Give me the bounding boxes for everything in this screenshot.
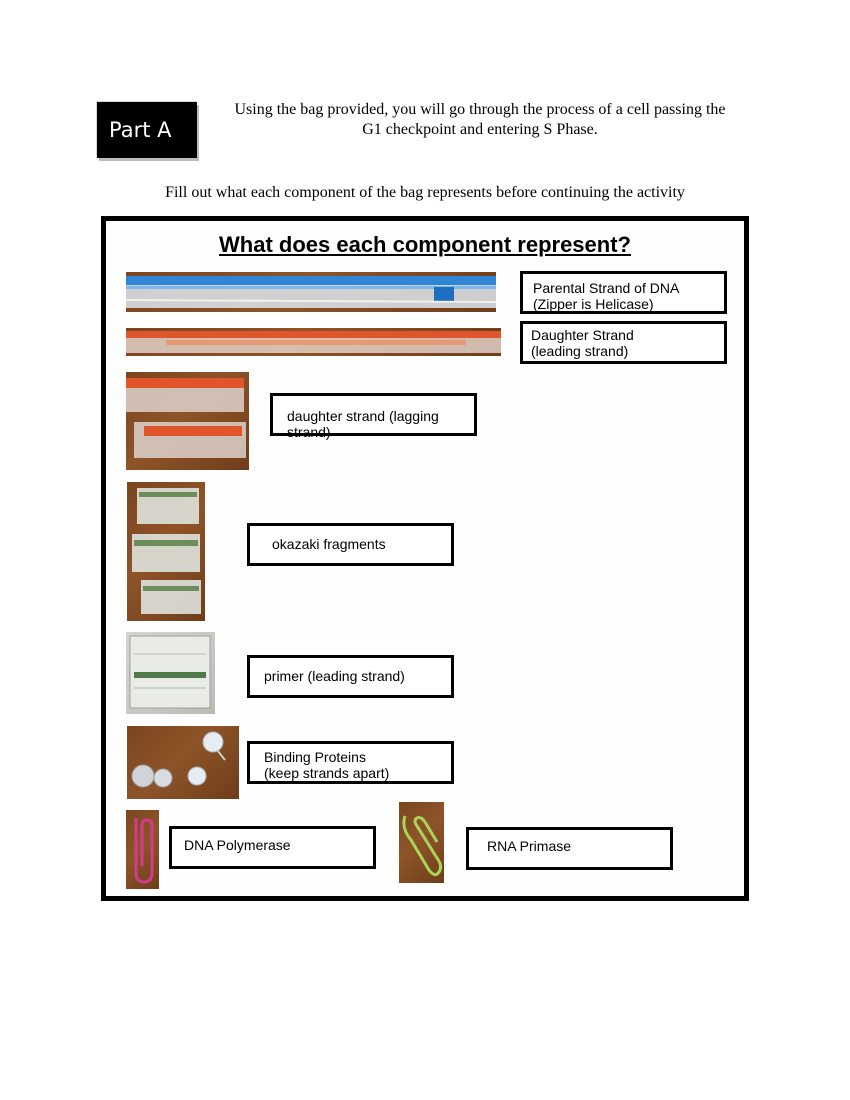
red-zipper-icon — [126, 328, 501, 356]
part-a-label: Part A — [109, 118, 172, 142]
red-zipper-photo — [126, 328, 501, 356]
pink-paperclip-icon — [126, 810, 159, 889]
pink-clip-label: DNA Polymerase — [169, 826, 376, 869]
part-a-badge — [97, 102, 197, 158]
blue-zipper-label: Parental Strand of DNA (Zipper is Helicase) — [520, 271, 727, 314]
thumbtacks-icon — [127, 726, 239, 799]
green-clip-photo — [399, 802, 444, 883]
instruction-text: Fill out what each component of the bag represents before continuing the activity — [165, 184, 685, 201]
red-pieces-label: daughter strand (lagging strand) — [270, 393, 477, 436]
thumbtacks-label: Binding Proteins (keep strands apart) — [247, 741, 454, 784]
intro-line-1: Using the bag provided, you will go through the process of a cell passing the — [234, 101, 726, 118]
green-clip-label: RNA Primase — [466, 827, 673, 870]
frame-title: What does each component represent? — [219, 232, 631, 257]
intro-line-2: G1 checkpoint and entering S Phase. — [362, 121, 598, 138]
green-paperclip-icon — [399, 802, 444, 883]
clear-bag-label: primer (leading strand) — [247, 655, 454, 698]
red-strip-pieces-icon — [126, 372, 249, 470]
thumbtacks-photo — [127, 726, 239, 799]
blue-zipper-icon — [126, 272, 496, 312]
pink-clip-photo — [126, 810, 159, 889]
red-pieces-photo — [126, 372, 249, 470]
green-bags-photo — [127, 482, 205, 621]
green-bags-label: okazaki fragments — [247, 523, 454, 566]
intro-text — [210, 100, 750, 140]
red-zipper-label: Daughter Strand (leading strand) — [520, 321, 727, 364]
clear-bag-photo — [126, 632, 215, 714]
clear-bag-icon — [126, 632, 215, 714]
blue-zipper-photo — [126, 272, 496, 312]
green-strip-bags-icon — [127, 482, 205, 621]
